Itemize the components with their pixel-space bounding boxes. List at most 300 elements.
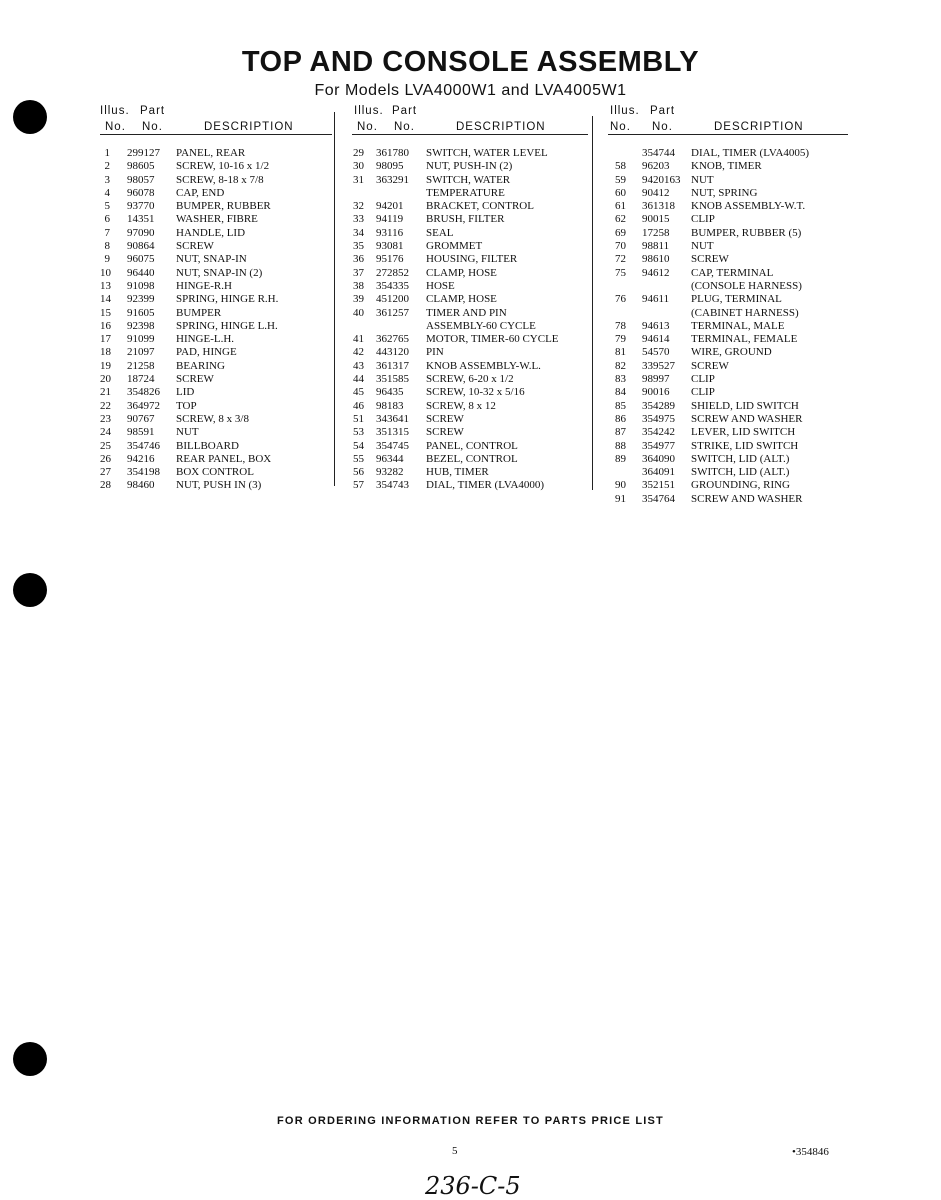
part-number: 443120 (376, 346, 409, 359)
part-number: 362765 (376, 333, 409, 346)
part-description: PLUG, TERMINAL (691, 293, 782, 306)
part-row (352, 307, 588, 320)
illus-number: 39 (353, 293, 364, 306)
part-description: SCREW AND WASHER (691, 492, 803, 505)
header-description: DESCRIPTION (714, 121, 804, 133)
illus-number: 25 (100, 439, 111, 452)
illus-number: 44 (353, 373, 364, 386)
part-description: BRUSH, FILTER (426, 213, 505, 226)
part-number: 90016 (642, 386, 670, 399)
ordering-footer: FOR ORDERING INFORMATION REFER TO PARTS PRICE LIST (277, 1115, 664, 1127)
part-row (608, 386, 848, 399)
part-number: 361318 (642, 200, 675, 213)
part-description: ASSEMBLY-60 CYCLE (426, 319, 536, 332)
part-number: 351585 (376, 373, 409, 386)
part-number: 98610 (642, 253, 670, 266)
part-description: HANDLE, LID (176, 226, 246, 239)
part-number: 364090 (642, 452, 675, 465)
part-number: 92399 (127, 293, 155, 306)
illus-number: 21 (100, 386, 111, 399)
part-number: 94119 (376, 213, 404, 226)
part-number: 354826 (127, 386, 160, 399)
part-row (100, 466, 332, 479)
part-row (352, 479, 588, 492)
part-description: MOTOR, TIMER-60 CYCLE (426, 333, 559, 346)
part-row (100, 333, 332, 346)
part-description: HINGE-R.H (176, 279, 232, 292)
part-description: DIAL, TIMER (LVA4000) (426, 479, 545, 492)
illus-number: 31 (353, 173, 364, 186)
column-header (352, 104, 588, 136)
part-description: LID (176, 386, 195, 399)
part-row (352, 187, 588, 200)
illus-number: 45 (353, 386, 364, 399)
header-no-1: No. (105, 121, 126, 133)
parts-list (608, 147, 848, 506)
part-number: 21097 (127, 346, 155, 359)
illus-number: 70 (615, 240, 626, 253)
part-description: PIN (426, 346, 444, 359)
illus-number: 27 (100, 466, 111, 479)
part-number: 91098 (127, 279, 155, 292)
header-no-2: No. (394, 121, 415, 133)
parts-column-2 (352, 104, 588, 493)
illus-number: 69 (615, 226, 626, 239)
part-number: 93081 (376, 240, 404, 253)
part-number: 354743 (376, 479, 409, 492)
part-row (352, 333, 588, 346)
illus-number: 28 (100, 479, 111, 492)
part-number: 364972 (127, 399, 160, 412)
part-row (352, 360, 588, 373)
header-part: Part (140, 105, 166, 117)
part-row (352, 200, 588, 213)
part-description: NUT, PUSH IN (3) (176, 479, 262, 492)
illus-number: 37 (353, 266, 364, 279)
part-row (352, 213, 588, 226)
parts-list (352, 147, 588, 493)
part-row (608, 426, 848, 439)
part-row (352, 386, 588, 399)
header-illus: Illus. (100, 105, 130, 117)
part-number: 90015 (642, 213, 670, 226)
part-number: 94614 (642, 333, 670, 346)
part-row (100, 346, 332, 359)
illus-number: 87 (615, 426, 626, 439)
part-description: SCREW (426, 412, 464, 425)
illus-number: 22 (100, 399, 111, 412)
illus-number: 6 (104, 213, 110, 226)
illus-number: 88 (615, 439, 626, 452)
part-description: (CABINET HARNESS) (691, 306, 799, 319)
part-number: 363291 (376, 173, 409, 186)
part-description: CLAMP, HOSE (426, 266, 497, 279)
part-number: 343641 (376, 412, 409, 425)
part-row (352, 440, 588, 453)
illus-number: 33 (353, 213, 364, 226)
illus-number: 17 (100, 333, 111, 346)
part-description: STRIKE, LID SWITCH (691, 439, 799, 452)
part-row (608, 253, 848, 266)
part-row (100, 400, 332, 413)
part-row (352, 400, 588, 413)
part-description: SCREW, 8 x 3/8 (176, 412, 249, 425)
part-description: KNOB, TIMER (691, 160, 762, 173)
illus-number: 46 (353, 399, 364, 412)
part-row (100, 253, 332, 266)
illus-number: 3 (104, 173, 110, 186)
illus-number: 7 (104, 226, 110, 239)
header-description: DESCRIPTION (204, 121, 294, 133)
part-number: 98095 (376, 160, 404, 173)
illus-number: 62 (615, 213, 626, 226)
part-description: WASHER, FIBRE (176, 213, 258, 226)
part-row (608, 307, 848, 320)
header-illus: Illus. (610, 105, 640, 117)
part-row (352, 174, 588, 187)
header-rule (608, 134, 848, 135)
illus-number: 38 (353, 279, 364, 292)
part-row (608, 200, 848, 213)
part-row (100, 160, 332, 173)
part-description: BRACKET, CONTROL (426, 200, 534, 213)
part-description: CAP, END (176, 186, 225, 199)
part-row (100, 240, 332, 253)
part-row (608, 280, 848, 293)
part-number: 93116 (376, 226, 404, 239)
part-description: NUT, PUSH-IN (2) (426, 160, 513, 173)
header-no-2: No. (142, 121, 163, 133)
illus-number: 82 (615, 359, 626, 372)
part-description: GROUNDING, RING (691, 479, 790, 492)
illus-number: 29 (353, 147, 364, 159)
page-subtitle: For Models LVA4000W1 and LVA4005W1 (314, 82, 627, 99)
part-number: 364091 (642, 466, 675, 479)
part-row (100, 174, 332, 187)
part-number: 91099 (127, 333, 155, 346)
part-number: 354242 (642, 426, 675, 439)
part-number: 91605 (127, 306, 155, 319)
part-description: HUB, TIMER (426, 466, 489, 479)
part-number: 354289 (642, 399, 675, 412)
part-number: 96203 (642, 160, 670, 173)
illus-number: 15 (100, 306, 111, 319)
part-description: DIAL, TIMER (LVA4005) (691, 147, 810, 159)
part-number: 354745 (376, 439, 409, 452)
part-description: REAR PANEL, BOX (176, 452, 272, 465)
part-description: BEARING (176, 359, 225, 372)
part-number: 94612 (642, 266, 670, 279)
part-row (100, 386, 332, 399)
parts-column-1 (100, 104, 332, 493)
part-description: HOUSING, FILTER (426, 253, 518, 266)
part-description: BUMPER (176, 306, 222, 319)
part-description: CLIP (691, 386, 715, 399)
part-description: TIMER AND PIN (426, 306, 507, 319)
illus-number: 5 (104, 200, 110, 213)
part-description: BUMPER, RUBBER (176, 200, 271, 213)
part-description: SCREW AND WASHER (691, 412, 803, 425)
column-divider-1 (334, 112, 335, 486)
illus-number: 81 (615, 346, 626, 359)
illus-number: 60 (615, 186, 626, 199)
illus-number: 51 (353, 412, 364, 425)
part-description: SPRING, HINGE R.H. (176, 293, 279, 306)
part-row (608, 413, 848, 426)
binder-hole-bottom (13, 1042, 47, 1076)
part-row (100, 213, 332, 226)
illus-number: 57 (353, 479, 364, 492)
illus-number: 30 (353, 160, 364, 173)
illus-number: 34 (353, 226, 364, 239)
part-number: 98460 (127, 479, 155, 492)
part-row (100, 293, 332, 306)
part-description: SHIELD, LID SWITCH (691, 399, 799, 412)
part-row (352, 453, 588, 466)
illus-number: 40 (353, 306, 364, 319)
part-number: 96075 (127, 253, 155, 266)
part-description: PANEL, CONTROL (426, 439, 518, 452)
part-row (352, 253, 588, 266)
part-number: 361780 (376, 147, 409, 159)
part-description: TERMINAL, FEMALE (691, 333, 798, 346)
part-number: 17258 (642, 226, 670, 239)
part-number: 54570 (642, 346, 670, 359)
part-row (100, 413, 332, 426)
illus-number: 43 (353, 359, 364, 372)
part-number: 90412 (642, 186, 670, 199)
part-description: PAD, HINGE (176, 346, 237, 359)
header-description: DESCRIPTION (456, 121, 546, 133)
part-number: 361257 (376, 306, 409, 319)
page-title: TOP AND CONSOLE ASSEMBLY (241, 46, 700, 78)
illus-number: 10 (100, 266, 111, 279)
part-row (352, 147, 588, 160)
illus-number: 76 (615, 293, 626, 306)
part-description: CLIP (691, 213, 715, 226)
illus-number: 2 (104, 160, 110, 173)
part-description: NUT, SNAP-IN (2) (176, 266, 263, 279)
part-description: WIRE, GROUND (691, 346, 772, 359)
illus-number: 59 (615, 173, 626, 186)
part-description: KNOB ASSEMBLY-W.T. (691, 200, 806, 213)
part-description: SCREW (691, 253, 729, 266)
illus-number: 14 (100, 293, 111, 306)
part-row (352, 280, 588, 293)
part-description: NUT, SPRING (691, 186, 758, 199)
part-row (100, 426, 332, 439)
part-row (608, 479, 848, 492)
part-description: BUMPER, RUBBER (5) (691, 226, 802, 239)
part-row (608, 240, 848, 253)
part-number: 90864 (127, 240, 155, 253)
part-number: 94216 (127, 452, 155, 465)
illus-number: 75 (615, 266, 626, 279)
illus-number: 53 (353, 426, 364, 439)
part-row (100, 360, 332, 373)
column-header (608, 104, 848, 136)
part-number: 98605 (127, 160, 155, 173)
part-number: 354335 (376, 279, 409, 292)
part-number: 354764 (642, 492, 675, 505)
illus-number: 55 (353, 452, 364, 465)
part-row (352, 413, 588, 426)
illus-number: 23 (100, 412, 111, 425)
part-number: 352151 (642, 479, 675, 492)
part-row (352, 373, 588, 386)
part-description: SCREW (691, 359, 729, 372)
part-row (608, 320, 848, 333)
part-number: 92398 (127, 319, 155, 332)
illus-number: 42 (353, 346, 364, 359)
part-description: GROMMET (426, 240, 483, 253)
illus-number: 83 (615, 373, 626, 386)
part-number: 97090 (127, 226, 155, 239)
part-number: 21258 (127, 359, 155, 372)
part-number: 299127 (127, 147, 160, 159)
illus-number: 90 (615, 479, 626, 492)
part-description: KNOB ASSEMBLY-W.L. (426, 359, 541, 372)
part-row (608, 466, 848, 479)
part-row (352, 293, 588, 306)
part-number: 351315 (376, 426, 409, 439)
part-row (608, 160, 848, 173)
part-row (352, 320, 588, 333)
part-description: TOP (176, 399, 197, 412)
part-row (352, 160, 588, 173)
header-no-1: No. (357, 121, 378, 133)
illus-number: 35 (353, 240, 364, 253)
part-description: SCREW, 10-16 x 1/2 (176, 160, 270, 173)
part-description: BEZEL, CONTROL (426, 452, 518, 465)
part-description: CLIP (691, 373, 715, 386)
page-number: 5 (452, 1145, 458, 1157)
handwritten-note: 236-C-5 (425, 1172, 521, 1200)
part-number: 98057 (127, 173, 155, 186)
part-description: BOX CONTROL (176, 466, 254, 479)
document-number: •354846 (792, 1146, 829, 1158)
illus-number: 84 (615, 386, 626, 399)
part-description: (CONSOLE HARNESS) (691, 279, 802, 292)
illus-number: 13 (100, 279, 111, 292)
part-number: 14351 (127, 213, 155, 226)
header-part: Part (392, 105, 418, 117)
part-row (352, 267, 588, 280)
illus-number: 8 (104, 240, 110, 253)
part-row (608, 147, 848, 160)
part-number: 9420163 (642, 173, 681, 186)
part-row (352, 240, 588, 253)
part-description: CLAMP, HOSE (426, 293, 497, 306)
part-row (100, 479, 332, 492)
illus-number: 26 (100, 452, 111, 465)
part-row (352, 346, 588, 359)
illus-number: 1 (104, 147, 110, 159)
part-row (608, 187, 848, 200)
part-description: SCREW, 10-32 x 5/16 (426, 386, 525, 399)
part-description: PANEL, REAR (176, 147, 246, 159)
part-row (608, 174, 848, 187)
part-number: 96344 (376, 452, 404, 465)
part-row (608, 267, 848, 280)
part-description: SWITCH, LID (ALT.) (691, 452, 790, 465)
column-header (100, 104, 332, 136)
part-row (100, 373, 332, 386)
part-row (608, 213, 848, 226)
part-number: 354975 (642, 412, 675, 425)
illus-number: 78 (615, 319, 626, 332)
illus-number: 36 (353, 253, 364, 266)
parts-list (100, 147, 332, 493)
illus-number: 9 (104, 253, 110, 266)
illus-number: 58 (615, 160, 626, 173)
illus-number: 24 (100, 426, 111, 439)
part-description: NUT (176, 426, 199, 439)
part-row (608, 293, 848, 306)
part-row (100, 147, 332, 160)
part-description: CAP, TERMINAL (691, 266, 774, 279)
part-description: SCREW (176, 240, 214, 253)
illus-number: 20 (100, 373, 111, 386)
part-number: 93770 (127, 200, 155, 213)
part-number: 96435 (376, 386, 404, 399)
header-part: Part (650, 105, 676, 117)
part-number: 96440 (127, 266, 155, 279)
part-description: NUT (691, 173, 714, 186)
part-description: TERMINAL, MALE (691, 319, 785, 332)
part-number: 94201 (376, 200, 404, 213)
part-description: HOSE (426, 279, 455, 292)
part-description: BILLBOARD (176, 439, 239, 452)
part-description: SWITCH, WATER LEVEL (426, 147, 548, 159)
part-description: SCREW, 8 x 12 (426, 399, 496, 412)
part-number: 18724 (127, 373, 155, 386)
part-description: SPRING, HINGE L.H. (176, 319, 278, 332)
part-number: 354977 (642, 439, 675, 452)
part-row (608, 493, 848, 506)
part-number: 98591 (127, 426, 155, 439)
part-row (100, 280, 332, 293)
part-row (608, 360, 848, 373)
part-row (608, 400, 848, 413)
part-number: 272852 (376, 266, 409, 279)
part-row (608, 453, 848, 466)
part-description: HINGE-L.H. (176, 333, 235, 346)
part-number: 98183 (376, 399, 404, 412)
part-description: SWITCH, LID (ALT.) (691, 466, 790, 479)
part-row (608, 373, 848, 386)
part-row (608, 227, 848, 240)
document-number-value: 354846 (795, 1146, 829, 1158)
part-number: 354746 (127, 439, 160, 452)
illus-number: 16 (100, 319, 111, 332)
header-rule (352, 134, 588, 135)
part-description: SWITCH, WATER (426, 173, 511, 186)
part-row (100, 187, 332, 200)
parts-column-3 (608, 104, 848, 506)
illus-number: 18 (100, 346, 111, 359)
header-rule (100, 134, 332, 135)
header-no-1: No. (610, 121, 631, 133)
illus-number: 86 (615, 412, 626, 425)
part-description: SCREW (176, 373, 214, 386)
illus-number: 19 (100, 359, 111, 372)
part-description: SEAL (426, 226, 454, 239)
part-row (608, 333, 848, 346)
binder-hole-middle (13, 573, 47, 607)
part-row (100, 200, 332, 213)
part-row (608, 346, 848, 359)
